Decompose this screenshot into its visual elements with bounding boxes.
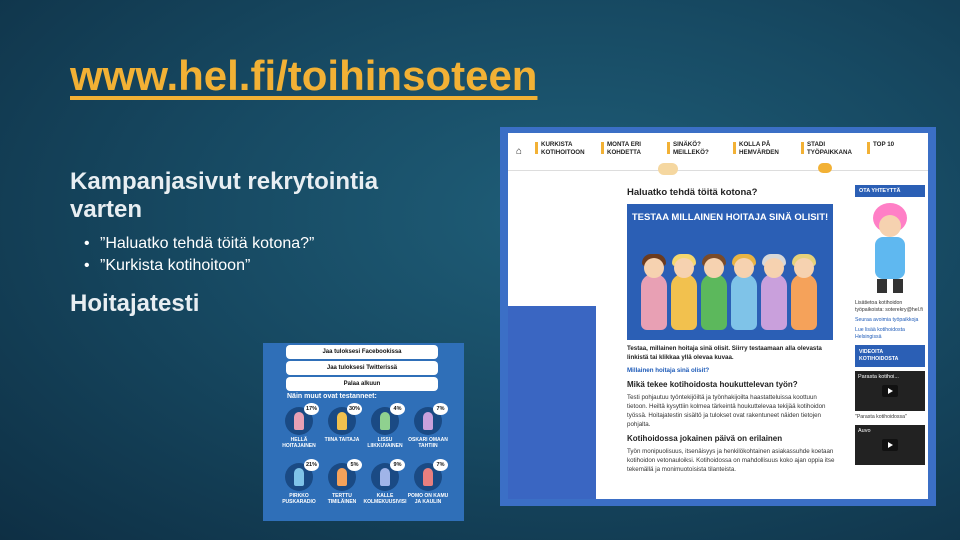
nav-item[interactable]: SINÄKÖ? MEILLEKÖ? [673,141,733,157]
nav-item[interactable]: STADI TYÖPAIKKANA [807,141,867,157]
result-item [320,463,364,505]
test-link[interactable]: Millainen hoitaja sinä olisit? [627,367,710,374]
character-illustration [641,274,667,330]
results-title: Näin muut ovat testanneet: [287,393,377,400]
heading-nurse-test: Hoitajatesti [70,290,200,317]
banner-text: TESTAA MILLAINEN HOITAJA SINÄ OLISIT! [631,212,829,223]
result-item [363,463,407,505]
result-label: LISSU LIIKKUVAINEN [367,437,403,449]
result-avatar [328,406,360,435]
contact-tag: OTA YHTEYTTÄ [855,185,925,197]
nav-item[interactable]: TOP 10 [873,141,928,149]
result-item [277,407,321,449]
intro-text [627,344,837,362]
play-icon[interactable] [882,439,898,451]
home-icon[interactable]: ⌂ [516,146,523,157]
video-title: Auvo [858,428,871,434]
result-item [277,463,321,505]
subheading: Kotihoidossa jokainen päivä on erilainen [627,434,783,443]
result-percent: 5% [347,459,362,471]
character-illustration [761,274,787,330]
nav-item[interactable]: MONTA ERI KOHDETTA [607,141,667,157]
result-percent: 9% [390,459,405,471]
video-thumbnail[interactable] [855,371,925,411]
quiz-screenshot [263,343,464,521]
jobs-link[interactable]: Seuraa avoimia työpaikkoja [855,317,919,323]
website-screenshot [500,127,936,506]
page-title: Haluatko tehdä töitä kotona? [627,187,758,198]
test-banner[interactable] [627,204,833,340]
result-percent: 7% [433,403,448,415]
video-title: Parasta kotihoi... [858,374,899,380]
result-avatar [414,406,445,435]
result-percent: 17% [304,403,319,415]
contact-text: Lisätietoa kotihoidon työpaikoista: soterekry@hel.fi [855,300,923,313]
video-thumbnail[interactable] [855,425,925,465]
home-care-link[interactable]: Lue lisää kotihoidosta Helsingissä [855,327,905,340]
character-illustration [671,274,697,330]
decor-shape [658,163,678,175]
back-to-start-button[interactable]: Palaa alkuun [286,377,438,391]
result-label: TIINA TAITAJA [324,437,360,443]
intro-bold: Testaa, millainen hoitaja sinä olisit. Siirry testaamaan alla olevasta linkistä tai klikkaa yllä olevaa kuvaa. [627,345,822,361]
result-item [363,407,407,449]
character-illustration [701,274,727,330]
bullet-item: • ”Haluatko tehdä töitä kotona?” [100,233,314,255]
result-avatar [285,462,317,491]
nav-item[interactable]: KURKISTA KOTIHOITOON [541,141,601,157]
sidebar [855,185,925,465]
left-decor-panel [508,177,596,499]
bullet-list [100,233,314,277]
nav-item[interactable]: KOLLA PÅ HEMVÄRDEN [739,141,799,157]
result-avatar [371,462,402,491]
result-avatar [328,462,359,491]
character-illustration [791,274,817,330]
result-label: POMO ON KAMU JA KAULIN [407,493,449,505]
share-twitter-button[interactable]: Jaa tuloksesi Twitterissä [286,361,438,375]
result-percent: 4% [390,403,405,415]
play-icon[interactable] [882,385,898,397]
result-label: KALLE KOLMEKUUSIVISI [363,493,407,505]
result-percent: 21% [304,459,319,471]
result-percent: 7% [433,459,448,471]
result-item [406,407,450,449]
result-label: OSKARI OMAAN TAHTIIN [408,437,448,449]
result-item [320,407,364,443]
result-label: TERTTU TIMILÄINEN [327,493,357,505]
result-avatar [285,406,317,435]
site-nav [508,133,928,171]
share-facebook-button[interactable]: Jaa tuloksesi Facebookissa [286,345,438,359]
subheading: Mikä tekee kotihoidosta houkuttelevan työn? [627,380,798,389]
heading-campaign-pages: Kampanjasivut rekrytointia varten [70,168,379,223]
video-caption: "Parasta kotihoidossa" [855,414,907,420]
decor-shape [818,163,832,173]
result-label: PIRKKO PUSKARADIO [282,493,316,505]
bullet-item: • ”Kurkista kotihoitoon” [100,255,314,277]
slide-title[interactable]: www.hel.fi/toihinsoteen [70,52,538,99]
videos-button[interactable]: VIDEOITA KOTIHOIDOSTA [855,345,925,367]
paragraph: Testi pohjautuu työntekijöiltä ja työnhakijoilta haastatteluissa koottuun tietoon. Heiltä kysyttiin kolmea tärkeintä houkuttelevaa tekijää kotihoidon työssä. Hoitajatestin sisältö ja tulokset ovat rakentuneet näiden tietojen pohjalta. [627,394,826,428]
result-avatar [414,462,445,491]
result-avatar [371,406,402,435]
main-content [627,187,837,474]
website-page [508,133,928,499]
result-item [406,463,450,505]
result-percent: 30% [347,403,362,415]
nurse-illustration [855,197,925,297]
result-label: HELLÄ HOITAJAINEN [282,437,316,449]
paragraph: Työn monipuolisuus, itsenäisyys ja henkilökohtainen asiakassuhde koetaan kotihoidon vetonauloiksi. Kotihoidossa on mahdollisuus koko ajan oppia itse tekemällä ja monimuotoisista tilanteista. [627,448,835,473]
character-illustration [731,274,757,330]
